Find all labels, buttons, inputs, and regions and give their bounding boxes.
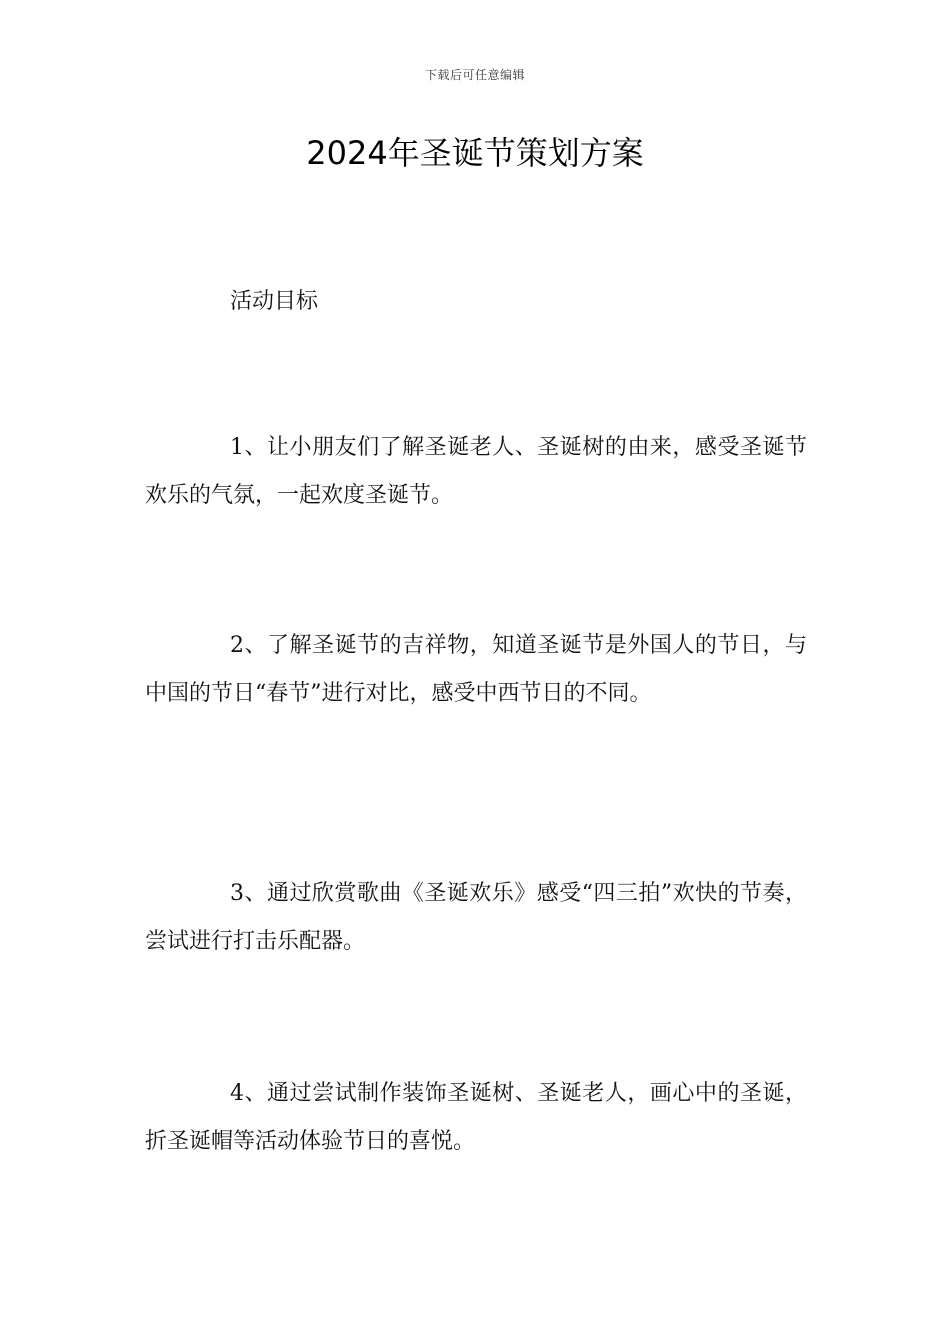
goal-paragraph-2: 2、了解圣诞节的吉祥物，知道圣诞节是外国人的节日，与中国的节日“春节”进行对比，感受中西节日的不同。 — [145, 633, 807, 706]
section-heading: 活动目标 — [230, 289, 319, 314]
goal-paragraph-1: 1、让小朋友们了解圣诞老人、圣诞树的由来，感受圣诞节欢乐的气氛，一起欢度圣诞节。 — [145, 435, 807, 508]
header-note: 下载后可任意编辑 — [424, 68, 525, 82]
goal-paragraph-4: 4、通过尝试制作装饰圣诞树、圣诞老人，画心中的圣诞，折圣诞帽等活动体验节日的喜悦。 — [145, 1081, 807, 1154]
document-title: 2024年圣诞节策划方案 — [306, 134, 644, 172]
goal-paragraph-3: 3、通过欣赏歌曲《圣诞欢乐》感受“四三拍”欢快的节奏，尝试进行打击乐配器。 — [145, 881, 807, 954]
